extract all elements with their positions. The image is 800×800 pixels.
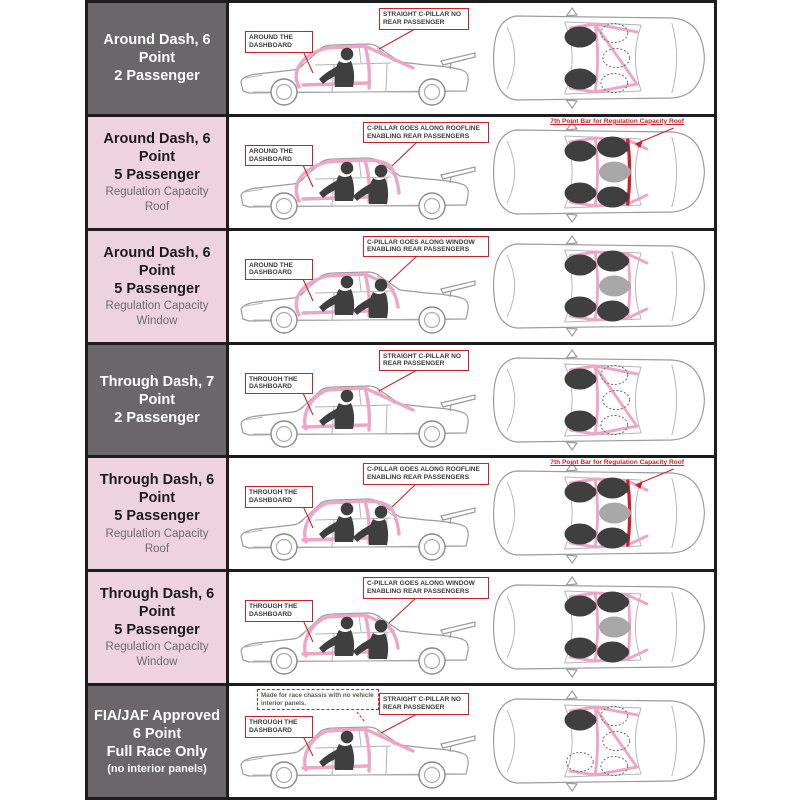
label-note: Regulation Capacity Roof bbox=[105, 186, 209, 213]
row-through-dash-6pt-5pass-window bbox=[88, 572, 714, 686]
label-title: Around Dash, 6 Point bbox=[103, 244, 211, 279]
label-subtitle: 5 Passenger bbox=[114, 622, 200, 639]
cpillar-annotation: C-PILLAR GOES ALONG ROOFLINE ENABLING REAR PASSENGERS bbox=[363, 122, 489, 144]
label-title: Through Dash, 6 Point bbox=[99, 586, 215, 621]
diagram-cell bbox=[229, 458, 714, 569]
row-around-dash-6pt-5pass-window bbox=[88, 231, 714, 345]
row-through-dash-6pt-5pass-roof bbox=[88, 458, 714, 572]
config-label bbox=[88, 231, 229, 342]
config-label bbox=[88, 572, 229, 683]
race-chassis-note: Made for race chassis with no vehicle interior panels. bbox=[257, 689, 379, 710]
diagram-cell bbox=[229, 572, 714, 683]
top-view-car-diagram bbox=[484, 572, 714, 683]
dashboard-annotation: THROUGH THE DASHBOARD bbox=[245, 716, 313, 738]
diagram-cell bbox=[229, 686, 714, 797]
label-title: Through Dash, 6 Point bbox=[99, 472, 215, 507]
top-view-car-diagram bbox=[484, 345, 714, 456]
config-label bbox=[88, 117, 229, 228]
cpillar-annotation: C-PILLAR GOES ALONG ROOFLINE ENABLING REAR PASSENGERS bbox=[363, 463, 489, 485]
label-title: Around Dash, 6 Point bbox=[103, 130, 211, 165]
top-view-car-diagram bbox=[484, 117, 714, 228]
diagram-cell bbox=[229, 3, 714, 114]
diagram-cell bbox=[229, 345, 714, 456]
config-label bbox=[88, 458, 229, 569]
dashboard-annotation: THROUGH THE DASHBOARD bbox=[245, 600, 313, 622]
label-subtitle: 2 Passenger bbox=[114, 410, 200, 427]
top-view-car-diagram bbox=[484, 458, 714, 569]
label-title: Around Dash, 6 Point bbox=[103, 32, 211, 67]
label-note: Regulation Capacity Window bbox=[105, 299, 209, 327]
label-title: Through Dash, 7 Point bbox=[99, 373, 215, 408]
label-subtitle: 5 Passenger bbox=[114, 508, 200, 525]
configuration-table bbox=[85, 0, 717, 800]
label-subtitle: 6 Point bbox=[132, 725, 182, 742]
dashboard-annotation: THROUGH THE DASHBOARD bbox=[245, 486, 313, 508]
cpillar-annotation: STRAIGHT C-PILLAR NO REAR PASSENGER bbox=[379, 8, 469, 30]
label-subtitle: 5 Passenger bbox=[114, 280, 200, 297]
cpillar-annotation: STRAIGHT C-PILLAR NO REAR PASSENGER bbox=[379, 350, 469, 372]
label-note: (no interior panels) bbox=[107, 763, 207, 776]
label-subtitle: 2 Passenger bbox=[114, 68, 200, 85]
label-note: Regulation Capacity Window bbox=[105, 641, 209, 669]
row-around-dash-6pt-5pass-roof bbox=[88, 117, 714, 231]
row-fia-jaf-6pt-race bbox=[88, 686, 714, 797]
seventh-point-note: 7th Point Bar for Regulation Capacity Roof bbox=[550, 459, 684, 467]
config-label bbox=[88, 345, 229, 456]
dashboard-annotation: AROUND THE DASHBOARD bbox=[245, 259, 313, 281]
cpillar-annotation: C-PILLAR GOES ALONG WINDOW ENABLING REAR PASSENGERS bbox=[363, 577, 489, 599]
label-line3: Full Race Only bbox=[106, 744, 208, 760]
dashboard-annotation: THROUGH THE DASHBOARD bbox=[245, 373, 313, 395]
cpillar-annotation: C-PILLAR GOES ALONG WINDOW ENABLING REAR PASSENGERS bbox=[363, 236, 489, 258]
config-label bbox=[88, 3, 229, 114]
label-title: FIA/JAF Approved bbox=[94, 707, 220, 724]
config-label bbox=[88, 686, 229, 797]
label-note: Regulation Capacity Roof bbox=[105, 527, 209, 555]
seventh-point-note: 7th Point Bar for Regulation Capacity Roof bbox=[550, 117, 684, 125]
top-view-car-diagram bbox=[484, 686, 714, 797]
dashboard-annotation: AROUND THE DASHBOARD bbox=[245, 145, 313, 167]
row-through-dash-7pt-2pass bbox=[88, 345, 714, 459]
cpillar-annotation: STRAIGHT C-PILLAR NO REAR PASSENGER bbox=[379, 693, 469, 715]
row-around-dash-6pt-2pass bbox=[88, 3, 714, 117]
label-subtitle: 5 Passenger bbox=[114, 166, 200, 183]
diagram-cell bbox=[229, 117, 714, 228]
diagram-cell bbox=[229, 231, 714, 342]
top-view-car-diagram bbox=[484, 231, 714, 342]
top-view-car-diagram bbox=[484, 3, 714, 114]
dashboard-annotation: AROUND THE DASHBOARD bbox=[245, 31, 313, 53]
